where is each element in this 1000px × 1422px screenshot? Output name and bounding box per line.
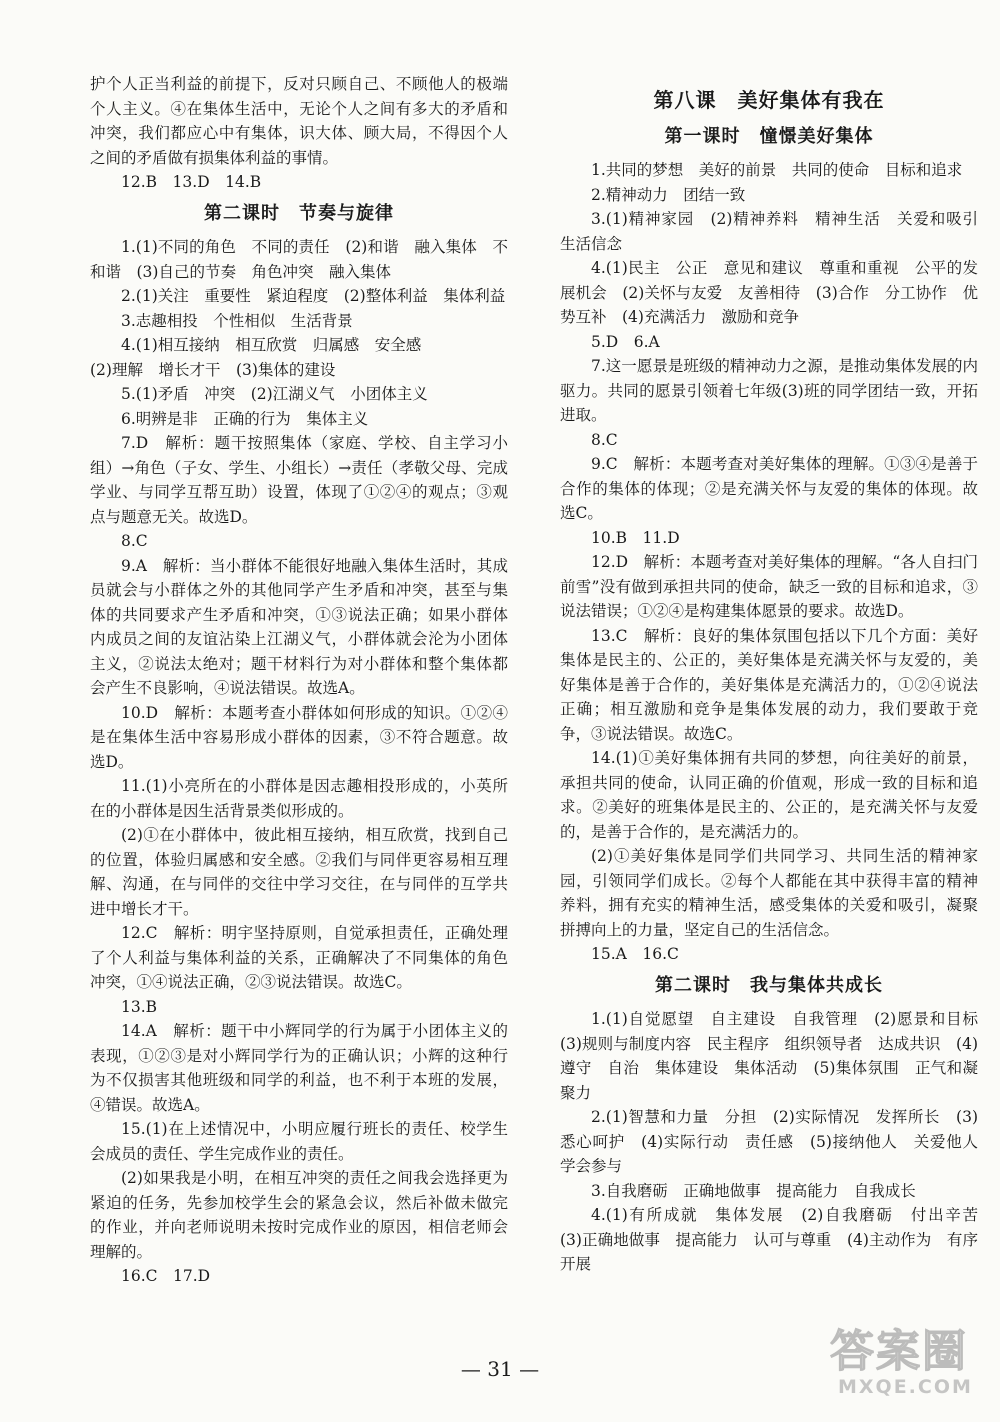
answer-item: 3.自我磨砺 正确地做事 提高能力 自我成长	[591, 1181, 916, 1200]
answer-item: 2.精神动力 团结一致	[591, 185, 746, 204]
answer-item: 5.D 6.A	[591, 332, 660, 351]
answer-item: 13.B	[121, 997, 158, 1016]
answer-item: 12.C 解析：明宇坚持原则，自觉承担责任，正确处理了个人利益与集体利益的关系，正确解决了不同集体的角色冲突，①④说法正确，②③说法错误。故选C。	[90, 924, 508, 991]
answer-item: 14.A 解析：题干中小辉同学的行为属于小团体主义的表现，①②③是对小辉同学行为的正确认识；小辉的这种行为不仅损害其他班级和同学的利益，也不利于本班的发展，④错误。故选A。	[90, 1022, 508, 1114]
left-column	[90, 72, 508, 1289]
answer-item: 1.(1)不同的角色 不同的责任 (2)和谐 融入集体 不和谐 (3)自己的节奏 角色冲突 融入集体	[90, 238, 508, 281]
answer-item: 3.(1)精神家园 (2)精神养料 精神生活 关爱和吸引 生活信念	[560, 210, 994, 253]
answer-item: 1.(1)自觉愿望 自主建设 自我管理 (2)愿景和目标 (3)规则与制度内容 民主程序 组织领导者 达成共识 (4)遵守 自治 集体建设 集体活动 (5)集体氛围 正气和凝聚力	[560, 1010, 994, 1102]
answer-item: 11.(1)小亮所在的小群体是因志趣相投形成的，小英所在的小群体是因生活背景类似形成的。	[90, 777, 508, 820]
answer-item: 5.(1)矛盾 冲突 (2)江湖义气 小团体主义	[121, 385, 428, 403]
answer-item: (2)①美好集体是同学们共同学习、共同生活的精神家园，引领同学们成长。②每个人都能在其中获得丰富的精神养料，拥有充实的精神生活，感受集体的关爱和吸引，凝聚拼搏向上的力量，坚定自己的生活信念。	[560, 847, 978, 939]
answer-item: 2.(1)关注 重要性 紧迫程度 (2)整体利益 集体利益	[121, 287, 506, 305]
section-heading: 第二课时 我与集体共成长	[655, 974, 883, 996]
section-heading: 第一课时 憧憬美好集体	[664, 125, 874, 147]
answer-item: 10.B 11.D	[591, 528, 680, 547]
answer-item: 9.A 解析：当小群体不能很好地融入集体生活时，其成员就会与小群体之外的其他同学产生矛盾和冲突，甚至与集体的共同要求产生矛盾和冲突，①③说法正确；如果小群体内成员之间的友谊沾染上江湖义气，小群体就会沦为小团体主义，②说法太绝对；题干材料行为对小群体和整个集体都会产生不良影响，④说法错误。故选A。	[90, 556, 508, 697]
answer-item: 4.(1)民主 公正 意见和建议 尊重和重视 公平的发展机会 (2)关怀与友爱 友善相待 (3)合作 分工协作 优势互补 (4)充满活力 激励和竞争	[560, 259, 978, 326]
answer-item: 8.C	[591, 430, 618, 449]
answer-item: (2)如果我是小明，在相互冲突的责任之间我会选择更为紧迫的任务，先参加校学生会的紧急会议，然后补做未做完的作业，并向老师说明未按时完成作业的原因，相信老师会理解的。	[90, 1169, 508, 1261]
watermark-top-text: 答案圈	[830, 1326, 968, 1377]
watermark-bottom-text: MXQE.COM	[838, 1376, 973, 1398]
answer-item: 1.共同的梦想 美好的前景 共同的使命 目标和追求	[591, 161, 963, 179]
answer-item: (2)理解 增长才干 (3)集体的建设	[90, 360, 336, 379]
right-column	[560, 72, 994, 1277]
answer-item: 7.D 解析：题干按照集体（家庭、学校、自主学习小组）→角色（子女、学生、小组长）→责任（孝敬父母、完成学业、与同学互帮互助）设置，体现了①②④的观点；③观点与题意无关。故选D。	[90, 434, 508, 526]
answer-item: 16.C 17.D	[121, 1267, 211, 1285]
answer-item: 10.D 解析：本题考查小群体如何形成的知识。①②④是在集体生活中容易形成小群体的因素，③不符合题意。故选D。	[90, 703, 508, 771]
answer-item: 4.(1)有所成就 集体发展 (2)自我磨砺 付出辛苦 (3)正确地做事 提高能力 认可与尊重 (4)主动作为 有序开展	[560, 1206, 994, 1273]
answer-item: 2.(1)智慧和力量 分担 (2)实际情况 发挥所长 (3)悉心呵护 (4)实际行动 责任感 (5)接纳他人 关爱他人 学会参与	[560, 1108, 994, 1175]
answer-item: 8.C	[121, 532, 148, 550]
answer-item: 4.(1)相互接纳 相互欣赏 归属感 安全感	[121, 336, 422, 354]
answer-item: 6.明辨是非 正确的行为 集体主义	[121, 409, 369, 428]
answer-item: (2)①在小群体中，彼此相互接纳，相互欣赏，找到自己的位置，体验归属感和安全感。②我们与同伴更容易相互理解、沟通，在与同伴的交往中学习交往，在与同伴的互学共进中增长才干。	[90, 826, 508, 918]
watermark-logo	[830, 1328, 985, 1408]
answer-item: 3.志趣相投 个性相似 生活背景	[121, 311, 353, 330]
answer-line: 12.B 13.D 14.B	[121, 173, 262, 191]
paragraph: 护个人正当利益的前提下，反对只顾自己、不顾他人的极端个人主义。④在集体生活中，无论个人之间有多大的矛盾和冲突，我们都应心中有集体，识大体、顾大局，不得因个人之间的矛盾做有损集体利益的事情。	[90, 75, 508, 167]
answer-item: 15.(1)在上述情况中，小明应履行班长的责任、校学生会成员的责任、学生完成作业的责任。	[90, 1120, 508, 1163]
page-number: — 31 —	[460, 1357, 540, 1381]
answer-item: 12.D 解析：本题考查对美好集体的理解。“各人自扫门前雪”没有做到承担共同的使命，缺乏一致的目标和追求，③说法错误；①②④是构建集体愿景的要求。故选D。	[560, 553, 978, 620]
section-heading: 第二课时 节奏与旋律	[204, 202, 394, 224]
answer-item: 14.(1)①美好集体拥有共同的梦想，向往美好的前景，承担共同的使命，认同正确的价值观，形成一致的目标和追求。②美好的班集体是民主的、公正的，是充满关怀与友爱的，是善于合作的，是充满活力的。	[560, 749, 978, 841]
answer-item: 9.C 解析：本题考查对美好集体的理解。①③④是善于合作的集体的体现；②是充满关怀与友爱的集体的体现。故选C。	[560, 455, 978, 522]
answer-item: 13.C 解析：良好的集体氛围包括以下几个方面：美好集体是民主的、公正的，美好集体是充满关怀与友爱的，美好集体是善于合作的，美好集体是充满活力的，①②④说法正确；相互激励和竞争是集体发展的动力，我们要敢于竞争，③说法错误。故选C。	[560, 626, 978, 743]
lesson-title: 第八课 美好集体有我在	[653, 88, 885, 112]
answer-item: 7.这一愿景是班级的精神动力之源，是推动集体发展的内驱力。共同的愿景引领着七年级(3)班的同学团结一致，开拓进取。	[560, 357, 978, 424]
answer-item: 15.A 16.C	[591, 945, 679, 963]
